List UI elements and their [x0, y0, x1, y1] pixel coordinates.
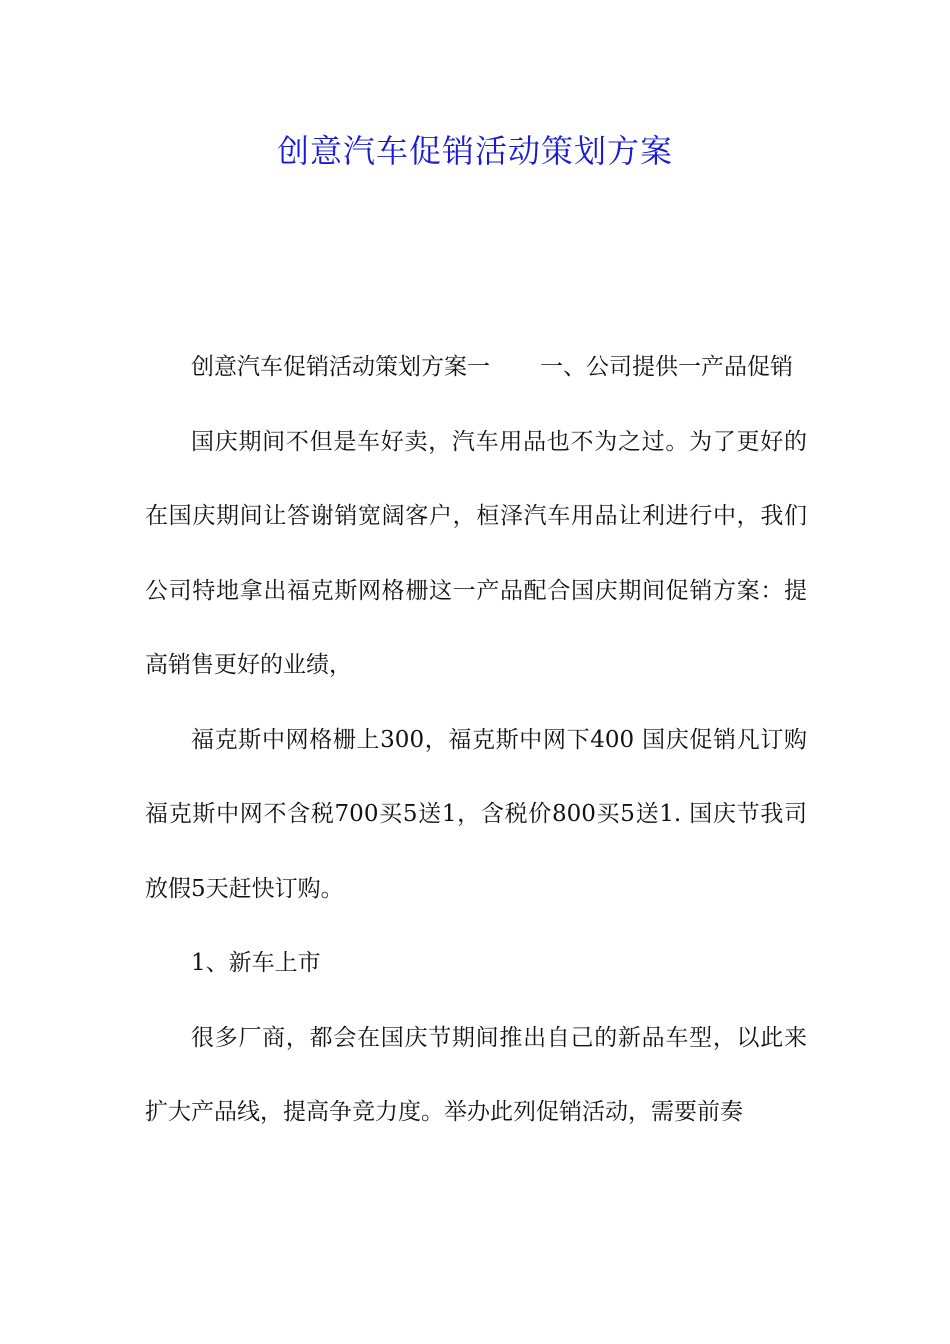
- intro-lead-text: 创意汽车促销活动策划方案一: [191, 354, 490, 380]
- document-title: 创意汽车促销活动策划方案: [276, 132, 673, 170]
- paragraph-national-day: 国庆期间不但是车好卖，汽车用品也不为之过。为了更好的在国庆期间让答谢销宽阔客户，桓泽汽车用品让利进行中，我们公司特地拿出福克斯网格栅这一产品配合国庆期间促销方案：提高销售更好的业绩，: [145, 428, 807, 678]
- paragraph-pricing: 福克斯中网格栅上300，福克斯中网下400 国庆促销凡订购福克斯中网不含税700买5送1，含税价800买5送1. 国庆节我司放假5天赶快订购。: [145, 726, 807, 902]
- paragraph-intro: [145, 330, 807, 405]
- paragraph-new-car: 很多厂商，都会在国庆节期间推出自己的新品车型，以此来扩大产品线，提高争竞力度。举办此列促销活动，需要前奏: [145, 1024, 807, 1125]
- section-heading-new-car: 1、新车上市: [191, 950, 321, 976]
- document-body: [145, 330, 807, 1150]
- intro-section-heading: 一、公司提供一产品促销: [540, 354, 793, 380]
